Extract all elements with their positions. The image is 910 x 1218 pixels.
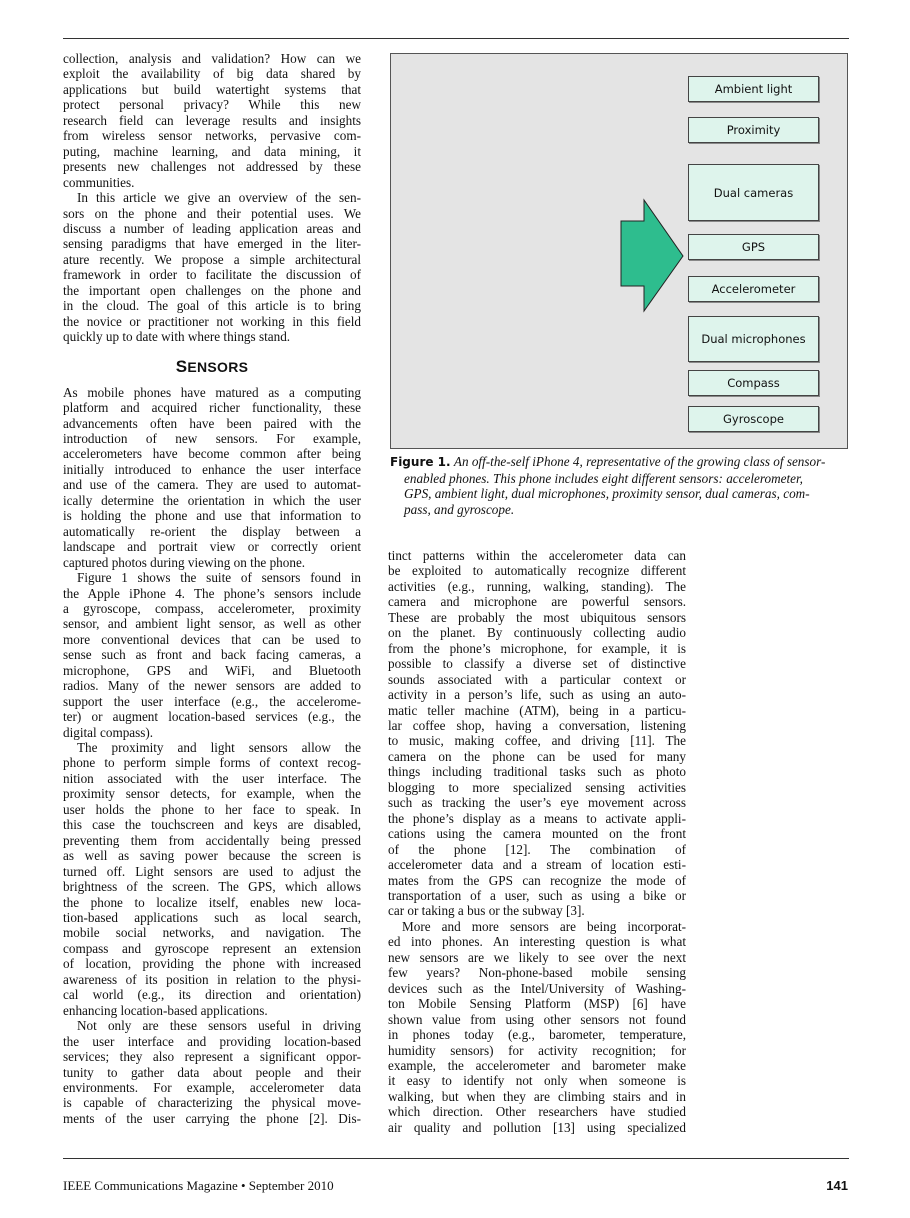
- bottom-rule: [63, 1158, 849, 1159]
- text-line: on the planet. By continuously collecting audio: [388, 625, 686, 641]
- text-line: ter) or augment location-based services (e.g., the: [63, 709, 361, 725]
- text-line: lar coffee shop, having a conversation, listening: [388, 717, 686, 733]
- text-line: ically determine the orientation in which the user: [63, 492, 361, 508]
- text-line: activity in a person’s life, such as using an auto-: [388, 687, 686, 703]
- text-line: As mobile phones have matured as a computing: [63, 384, 361, 400]
- text-line: it easy to identify not only when someone is: [388, 1073, 686, 1089]
- paragraph: [63, 190, 361, 345]
- text-line: from wireless sensor networks, pervasive com-: [63, 128, 361, 144]
- text-line: quickly up to date with where things stand.: [63, 329, 291, 345]
- text-line: environments. For example, accelerometer data: [63, 1080, 361, 1095]
- figure-caption: [390, 454, 850, 517]
- text-line: the phone to localize itself, enables new loca-: [63, 894, 361, 910]
- text-line: mates from the GPS can recognize the mode of: [388, 872, 686, 888]
- text-line: puting, machine learning, and data mining, it: [63, 143, 361, 159]
- text-line: devices such as the Intel/University of Washing-: [388, 980, 686, 996]
- text-line: car or taking a bus or the subway [3].: [388, 903, 585, 919]
- text-line: accelerometers have become common after being: [63, 446, 361, 462]
- text-line: cal world (e.g., its direction and orientation): [63, 987, 361, 1003]
- text-line: radios. Many of the newer sensors are added to: [63, 678, 361, 694]
- text-line: activities (e.g., running, walking, standing). The: [388, 578, 686, 594]
- text-line: of the phone [12]. The combination of: [388, 841, 686, 857]
- sensor-box: Proximity: [688, 117, 819, 143]
- text-line: the important open challenges on the phone and: [63, 282, 361, 298]
- text-line: ton Mobile Sensing Platform (MSP) [6] have: [388, 996, 686, 1012]
- text-line: of location, providing the phone with increased: [63, 956, 361, 972]
- text-line: discuss a number of leading application areas and: [63, 220, 361, 236]
- text-line: be exploited to automatically recognize different: [388, 563, 686, 579]
- text-line: in phones today (e.g., barometer, temperature,: [388, 1027, 686, 1043]
- text-line: the user interface and providing location-based: [63, 1033, 361, 1049]
- text-line: and use of the camera. They are used to automat-: [63, 477, 361, 493]
- text-line: sors on the phone and their potential uses. We: [63, 205, 361, 221]
- page-number: 141: [826, 1178, 848, 1193]
- text-line: shown value from using other sensors not found: [388, 1011, 686, 1027]
- text-line: few years? Non-phone-based mobile sensing: [388, 965, 686, 981]
- text-line: protect personal privacy? While this new: [63, 97, 361, 113]
- text-line: tunity to gather data about people and their: [63, 1064, 361, 1080]
- text-line: sounds associated with a particular context or: [388, 671, 686, 687]
- text-line: user holds the phone to her face to speak. In: [63, 801, 361, 817]
- text-line: such as tracking the user’s eye movement across: [388, 795, 686, 811]
- text-line: enhancing location-based applications.: [63, 1002, 268, 1018]
- text-line: initially introduced to enhance the user interface: [63, 461, 361, 477]
- sensor-box: Compass: [688, 370, 819, 396]
- text-line: as well as saving power because the screen is: [63, 848, 361, 864]
- text-line: framework in order to facilitate the discussion of: [63, 267, 361, 283]
- sensor-box: Accelerometer: [688, 276, 819, 302]
- text-line: ature recently. We propose a simple architectural: [63, 251, 361, 267]
- text-line: this case the touchscreen and keys are disabled,: [63, 817, 361, 833]
- text-line: research field can leverage results and insights: [63, 112, 361, 128]
- text-line: blogging to more specialized sensing activities: [388, 779, 686, 795]
- text-line: These are probably the most ubiquitous sensors: [388, 609, 686, 625]
- text-line: the phone’s display as a means to activate appli-: [388, 810, 686, 826]
- text-line: tion-based applications such as local search,: [63, 910, 361, 926]
- text-line: tinct patterns within the accelerometer data can: [388, 548, 686, 563]
- text-line: the novice or practitioner not working in this field: [63, 313, 361, 329]
- text-line: phone to perform simple forms of context recog-: [63, 755, 361, 771]
- text-line: digital compass).: [63, 724, 154, 740]
- text-line: mobile social networks, and navigation. The: [63, 925, 361, 941]
- sensor-box: Gyroscope: [688, 406, 819, 432]
- text-line: ed into phones. An interesting question is what: [388, 934, 686, 950]
- paragraph: [388, 548, 686, 919]
- left-column: [63, 51, 361, 1126]
- text-line: camera on the phone can be used for many: [388, 748, 686, 764]
- text-line: captured photos during viewing on the phone.: [63, 554, 306, 570]
- caption-text: pass, and gyroscope.: [404, 501, 515, 517]
- text-line: a gyroscope, compass, accelerometer, proximity: [63, 600, 361, 616]
- text-line: The proximity and light sensors allow the: [77, 740, 361, 756]
- text-line: matic teller machine (ATM), being in a particu-: [388, 702, 686, 718]
- text-line: brightness of the screen. The GPS, which allows: [63, 879, 361, 895]
- text-line: communities.: [63, 174, 135, 190]
- heading-rest: ENSORS: [187, 358, 249, 375]
- text-line: services; they also represent a significant oppor-: [63, 1049, 361, 1065]
- paragraph: [63, 740, 361, 1018]
- paragraph: [63, 1018, 361, 1126]
- section-heading-sensors: [63, 356, 361, 379]
- text-line: preventing them from accidentally being pressed: [63, 832, 361, 848]
- caption-line: [390, 454, 850, 471]
- text-line: is capable of characterizing the physical move-: [63, 1095, 361, 1111]
- text-line: applications but build watertight systems that: [63, 81, 361, 97]
- text-line: air quality and pollution [13] using specialized: [388, 1119, 686, 1135]
- text-line: cations using the camera mounted on the front: [388, 826, 686, 842]
- text-line: Figure 1 shows the suite of sensors found in: [77, 570, 361, 586]
- sensor-box: Dual microphones: [688, 316, 819, 362]
- caption-line: [390, 486, 850, 502]
- footer-journal: IEEE Communications Magazine • September 2010: [63, 1178, 334, 1193]
- paragraph: [63, 385, 361, 570]
- text-line: humidity sensors) for activity recognition; for: [388, 1042, 686, 1058]
- text-line: new sensors are we likely to see over the next: [388, 949, 686, 965]
- text-line: the Apple iPhone 4. The phone’s sensors include: [63, 585, 361, 601]
- text-line: compass and gyroscope represent an extension: [63, 940, 361, 956]
- text-line: camera and microphone are powerful sensors.: [388, 594, 686, 610]
- text-line: is holding the phone and use that information to: [63, 508, 361, 524]
- caption-label: Figure 1.: [390, 455, 451, 469]
- sensor-box: Dual cameras: [688, 164, 819, 221]
- text-line: exploit the availability of big data shared by: [63, 66, 361, 82]
- paragraph: [63, 570, 361, 740]
- text-line: microphone, GPS and WiFi, and Bluetooth: [63, 662, 361, 678]
- caption-line: [390, 471, 850, 487]
- text-line: example, the accelerometer and barometer make: [388, 1057, 686, 1073]
- caption-text: GPS, ambient light, dual microphones, proximity sensor, dual cameras, com-: [404, 486, 810, 501]
- text-line: from the phone’s microphone, for example, it is: [388, 640, 686, 656]
- right-column: [388, 548, 686, 1135]
- text-line: ments of the user carrying the phone [2]. Dis-: [63, 1110, 361, 1126]
- text-line: sensing paradigms that have emerged in the liter-: [63, 236, 361, 252]
- text-line: automatically re-orient the display between a: [63, 523, 361, 539]
- text-line: landscape and portrait view or correctly orient: [63, 539, 361, 555]
- text-line: advancements often have been paired with the: [63, 415, 361, 431]
- text-line: sensor, and ambient light sensor, as well as other: [63, 616, 361, 632]
- text-line: which direction. Other researchers have studied: [388, 1104, 686, 1120]
- sensor-box: Ambient light: [688, 76, 819, 102]
- text-line: accelerometer data and a stream of location esti-: [388, 857, 686, 873]
- caption-line: [390, 502, 850, 518]
- top-rule: [63, 38, 849, 39]
- text-line: in the cloud. The goal of this article is to bring: [63, 298, 361, 314]
- text-line: awareness of its position in relation to the physi-: [63, 971, 361, 987]
- text-line: platform and acquired richer functionality, these: [63, 400, 361, 416]
- text-line: to music, making coffee, and driving [11]. The: [388, 733, 686, 749]
- text-line: more conventional devices that can be used to: [63, 631, 361, 647]
- text-line: More and more sensors are being incorporat-: [402, 918, 686, 934]
- caption-text: An off-the-self iPhone 4, representative of the growing class of sensor-: [453, 454, 826, 469]
- text-line: things including traditional tasks such as photo: [388, 764, 686, 780]
- text-line: walking, but when they are climbing stairs and in: [388, 1088, 686, 1104]
- text-line: presents new challenges not addressed by these: [63, 159, 361, 175]
- text-line: transportation of a user, such as using a bike or: [388, 887, 686, 903]
- text-line: nition associated with the user interface. The: [63, 770, 361, 786]
- paragraph: [388, 919, 686, 1135]
- paragraph: [63, 51, 361, 190]
- sensor-box: GPS: [688, 234, 819, 260]
- text-line: sense such as front and back facing cameras, a: [63, 647, 361, 663]
- text-line: collection, analysis and validation? How can we: [63, 51, 361, 66]
- heading-initial: S: [175, 356, 188, 376]
- text-line: introduction of new sensors. For example,: [63, 430, 361, 446]
- text-line: Not only are these sensors useful in driving: [77, 1018, 361, 1034]
- text-line: possible to classify a diverse set of distinctive: [388, 656, 686, 672]
- text-line: turned off. Light sensors are used to adjust the: [63, 863, 361, 879]
- text-line: support the user interface (e.g., the accelerome-: [63, 693, 361, 709]
- figure-1-diagram: [390, 53, 848, 449]
- text-line: proximity sensor detects, for example, when the: [63, 786, 361, 802]
- caption-text: enabled phones. This phone includes eight different sensors: accelerometer,: [404, 470, 803, 486]
- text-line: In this article we give an overview of the sen-: [77, 190, 361, 206]
